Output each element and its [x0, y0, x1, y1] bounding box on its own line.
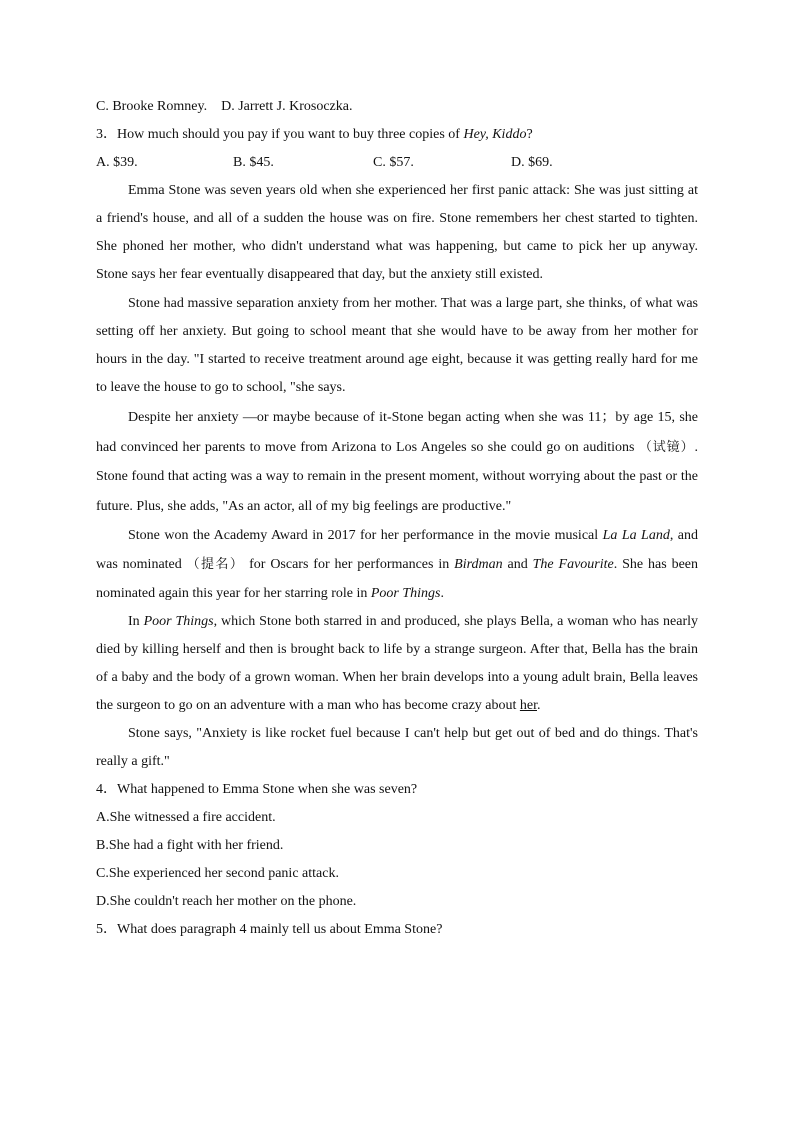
question-3-option-c: C. $57.: [373, 155, 414, 170]
question-3-option-a: A. $39.: [96, 155, 138, 170]
film-title-poor-things-2: Poor Things: [143, 614, 214, 629]
gloss-nominated: （提名）: [186, 557, 245, 572]
paragraph-4-text-a: Stone won the Academy Award in 2017 for her performance in the movie musical: [128, 528, 603, 543]
paragraph-4-text-c: for Oscars for her performances in: [244, 557, 455, 572]
question-3-options: [96, 149, 698, 177]
paragraph-5-text-a: In: [128, 614, 144, 629]
question-5-stem: 5．What does paragraph 4 mainly tell us about Emma Stone?: [96, 922, 443, 937]
question-3-stem-end: ?: [526, 127, 533, 142]
question-3-stem-text: 3．How much should you pay if you want to buy three copies of: [96, 127, 464, 142]
paragraph-5-text-c: .: [537, 698, 541, 713]
book-title-hey-kiddo: Hey, Kiddo: [463, 127, 527, 142]
question-4-option-b: B.She had a fight with her friend.: [96, 838, 284, 853]
question-4-option-c: C.She experienced her second panic attack.: [96, 866, 339, 881]
passage-paragraph-6: Stone says, "Anxiety is like rocket fuel because I can't help but get out of bed and do things. That's really a gift.": [96, 726, 698, 769]
question-3-option-d: D. $69.: [511, 155, 553, 170]
passage-paragraph-1: Emma Stone was seven years old when she experienced her first panic attack: She was just sitting at a friend's house, and all of a sudden the house was on fire. Stone remembers her chest started to tighten. She phoned her mother, who didn't understand what was happening, but came to pick her up anyway. Stone says her fear eventually disappeared that day, but the anxiety still existed.: [96, 183, 698, 282]
paragraph-4-text-d: and: [502, 557, 533, 572]
paragraph-4-text-f: .: [440, 586, 444, 601]
question-4-option-a: A.She witnessed a fire accident.: [96, 810, 276, 825]
film-title-birdman: Birdman: [454, 557, 503, 572]
underlined-word-her: her: [519, 698, 537, 713]
question-2-options-tail: C. Brooke Romney. D. Jarrett J. Krosoczka.: [96, 99, 353, 114]
passage-paragraph-4: [96, 521, 698, 608]
gloss-auditions: （试镜）: [638, 439, 695, 455]
film-title-the-favourite: The Favourite: [532, 557, 614, 572]
passage-paragraph-2: Stone had massive separation anxiety from her mother. That was a large part, she thinks, of what was setting off her anxiety. But going to school meant that she would have to be away from her mother for hours in the day. "I started to receive treatment around age eight, because it was getting really hard for me to leave the house to go to school, "she says.: [96, 296, 698, 395]
question-4-stem: 4．What happened to Emma Stone when she was seven?: [96, 782, 418, 797]
paragraph-4-text-b: , and was nominated: [96, 528, 699, 572]
passage-paragraph-5: [96, 608, 698, 720]
film-title-la-la-land: La La Land: [602, 528, 670, 543]
document-content: [96, 93, 698, 944]
paragraph-3-text-a: Despite her anxiety —or maybe because of it-Stone began acting when she was 11；by age 15, she had convinced her parents to move from Arizona to Los Angeles so she could go on auditions: [96, 410, 698, 455]
paragraph-5-text-b: , which Stone both starred in and produced, she plays Bella, a woman who has nearly died by killing herself and then is brought back to life by a strange surgeon. After that, Bella has the brain of a baby and the body of a grown woman. When her brain develops into a young adult brain, Bella leaves the surgeon to go on an adventure with a man who has become crazy about: [96, 614, 699, 713]
passage-paragraph-3: [96, 403, 698, 521]
question-4-option-d: D.She couldn't reach her mother on the phone.: [96, 894, 357, 909]
question-3-option-b: B. $45.: [233, 155, 274, 170]
question-3-stem: [96, 121, 698, 149]
paragraph-4-text-e: . She has been nominated again this year for her starring role in: [96, 557, 698, 601]
paragraph-3-text-b: . Stone found that acting was a way to remain in the present moment, without worrying about the past or the future. Plus, she adds, "As an actor, all of my big feelings are productive.": [96, 439, 698, 514]
film-title-poor-things: Poor Things: [370, 586, 441, 601]
